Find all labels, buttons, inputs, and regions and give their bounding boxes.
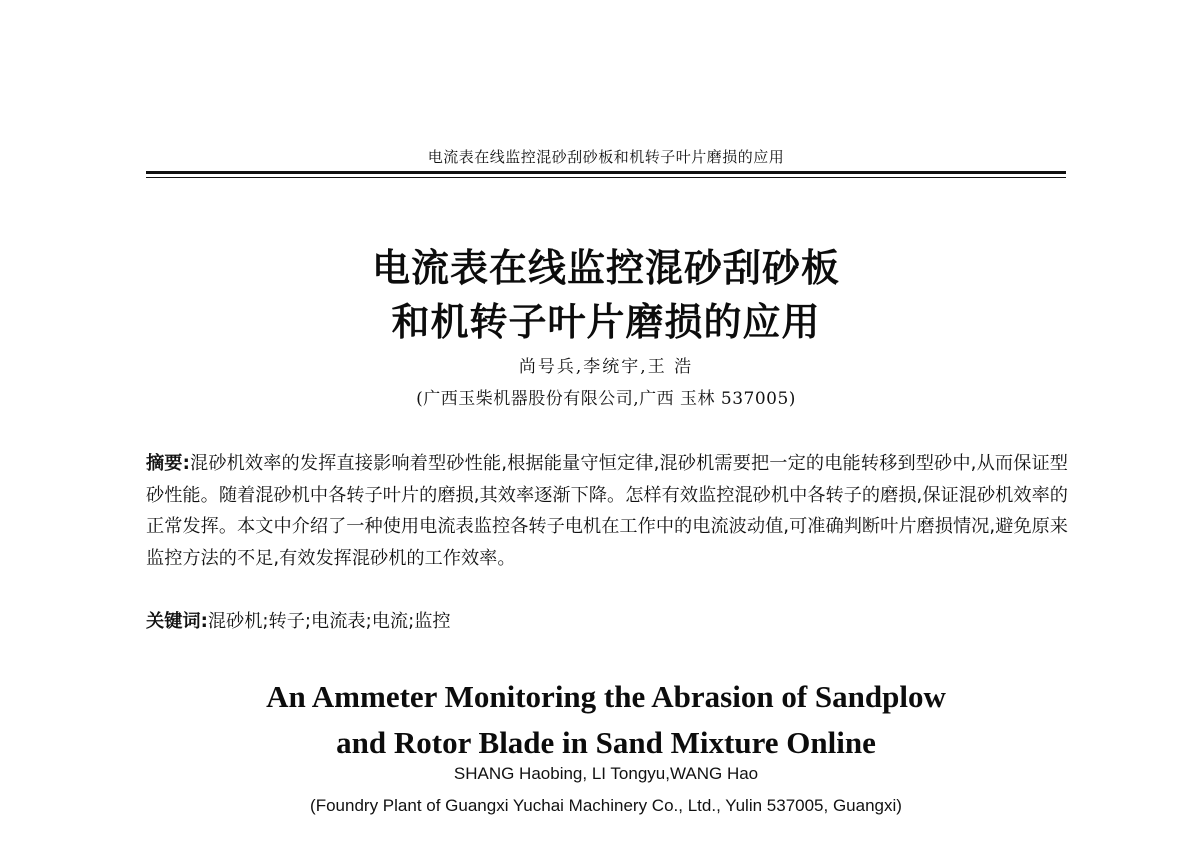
english-authors: SHANG Haobing, LI Tongyu,WANG Hao [453,764,759,783]
keywords [146,608,1068,636]
running-head: 电流表在线监控混砂刮砂板和机转子叶片磨损的应用 [427,148,785,166]
abstract-label: 摘要: [146,453,190,474]
english-affiliation: (Foundry Plant of Guangxi Yuchai Machinery Co., Ltd., Yulin 537005, Guangxi) [310,796,902,815]
english-title [146,674,1066,766]
abstract-text: 混砂机效率的发挥直接影响着型砂性能,根据能量守恒定律,混砂机需要把一定的电能转移到型砂中,从而保证型砂性能。随着混砂机中各转子叶片的磨损,其效率逐渐下降。怎样有效监控混砂机中各转子的磨损,保证混砂机效率的正常发挥。本文中介绍了一种使用电流表监控各转子电机在工作中的电流波动值,可准确判断叶片磨损情况,避免原来监控方法的不足,有效发挥混砂机的工作效率。 [146,453,1068,569]
english-title-line-2: and Rotor Blade in Sand Mixture Online [336,725,876,760]
chinese-title [146,241,1066,349]
chinese-authors: 尚号兵,李统宇,王 浩 [518,357,694,377]
chinese-title-line-1: 电流表在线监控混砂刮砂板 [371,246,840,290]
chinese-affiliation: (广西玉柴机器股份有限公司,广西 玉林 537005) [416,389,796,409]
header-rule-thick [146,171,1066,174]
english-title-line-1: An Ammeter Monitoring the Abrasion of Sandplow [266,679,946,714]
abstract [146,448,1068,574]
header-rule-thin [146,177,1066,178]
chinese-title-line-2: 和机转子叶片磨损的应用 [391,300,821,344]
keywords-text: 混砂机;转子;电流表;电流;监控 [207,611,451,632]
keywords-label: 关键词: [146,611,208,632]
